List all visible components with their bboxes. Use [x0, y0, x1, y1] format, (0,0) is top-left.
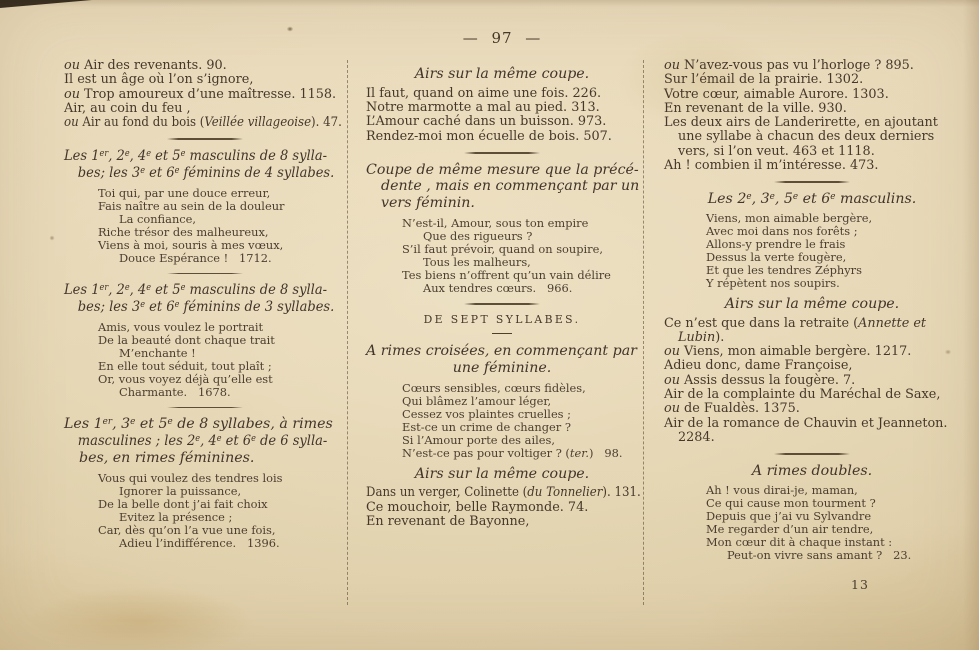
section-divider: [464, 303, 540, 305]
text-segment: Dessus la verte fougère,: [706, 249, 847, 264]
verse-stanza: [706, 484, 960, 562]
text-segment: Votre cœur, aimable Aurore. 1303.: [664, 86, 889, 102]
text-segment: DE SEPT SYLLABES.: [423, 312, 581, 326]
section-heading-centered: [366, 66, 638, 83]
text-line: [664, 417, 960, 431]
text-segment: Aux tendres cœurs. 966.: [423, 280, 573, 295]
text-segment: Or, vous voyez déjà qu’elle est: [98, 371, 273, 386]
text-segment: Sur l’émail de la prairie. 1302.: [664, 72, 864, 88]
text-segment: , 4: [200, 433, 217, 450]
text-line: [664, 359, 960, 373]
verse-stanza: [98, 472, 345, 550]
text-line: [366, 501, 638, 515]
text-segment: Les 1: [64, 282, 100, 299]
text-segment: N’est-ce pas pour voltiger ? (: [402, 445, 570, 460]
text-segment: Cœurs sensibles, cœurs fidèles,: [402, 380, 586, 395]
text-line: [366, 162, 638, 179]
italic-segment: ou: [64, 115, 83, 131]
text-segment: bes; les 3: [77, 164, 141, 181]
text-line: [664, 296, 960, 313]
section-divider: [167, 273, 243, 275]
verse-stanza: [402, 217, 638, 295]
italic-segment: du Tonnelier: [527, 485, 603, 501]
text-line: [664, 59, 960, 73]
text-segment: , 2: [108, 148, 125, 165]
text-line: [664, 317, 960, 331]
song-index-list: [64, 59, 345, 130]
verse-stanza: [706, 212, 960, 290]
text-segment: bes, en rimes féminines.: [79, 450, 255, 467]
text-line: [664, 388, 960, 402]
text-segment: Toi qui, par une douce erreur,: [98, 185, 271, 200]
text-segment: ) 98.: [589, 445, 623, 460]
text-segment: et 6: [144, 299, 175, 316]
superscript-segment: e: [174, 165, 180, 176]
superscript-segment: e: [180, 283, 186, 294]
text-line: [366, 485, 641, 501]
text-segment: Tous les malheurs,: [423, 254, 531, 269]
italic-segment: ou: [64, 86, 85, 102]
text-segment: Assis dessus la fougère. 7.: [684, 372, 856, 388]
section-heading-centered: [664, 296, 960, 313]
text-segment: masculines ; les 2: [77, 433, 196, 450]
text-line: [664, 463, 960, 480]
superscript-segment: e: [251, 434, 256, 445]
text-segment: 2284.: [678, 429, 715, 445]
superscript-segment: e: [746, 192, 752, 203]
text-segment: S’il faut prévoir, quand on soupire,: [402, 241, 603, 256]
italic-segment: ou: [664, 372, 685, 388]
text-line: [664, 116, 960, 130]
text-segment: , 5: [774, 190, 793, 207]
text-line: [366, 466, 638, 483]
text-segment: vers, si l’on veut. 463 et 1118.: [678, 143, 875, 159]
text-segment: Et que les tendres Zéphyrs: [706, 262, 862, 277]
verse-stanza: [98, 187, 345, 265]
text-line: [706, 277, 960, 290]
text-segment: En elle tout séduit, tout plaît ;: [98, 358, 272, 373]
text-segment: Adieu l’indifférence. 1396.: [119, 535, 280, 550]
section-heading: [64, 416, 345, 466]
text-line: [64, 450, 345, 467]
superscript-segment: e: [769, 192, 775, 203]
section-divider: [774, 453, 850, 455]
text-line: [64, 73, 345, 87]
text-segment: bes; les 3: [77, 299, 141, 316]
superscript-segment: e: [140, 300, 145, 311]
text-line: [664, 73, 960, 87]
text-segment: Ah ! vous dirai-je, maman,: [706, 482, 858, 497]
section-heading: [366, 162, 638, 212]
text-segment: En revenant de Bayonne,: [366, 513, 530, 529]
text-segment: Evitez la présence ;: [119, 509, 233, 524]
text-segment: Les 1: [64, 148, 100, 165]
text-segment: Trop amoureux d’une maîtresse. 1158.: [84, 86, 337, 102]
text-segment: Viens à moi, souris à mes vœux,: [98, 237, 284, 252]
text-segment: Me regarder d’un air tendre,: [706, 521, 874, 536]
text-line: [366, 66, 638, 83]
short-divider: [492, 333, 512, 334]
text-segment: Air au fond du bois (: [82, 115, 205, 131]
text-segment: masculins de 8 sylla-: [185, 282, 328, 299]
superscript-segment: e: [124, 149, 130, 160]
text-line: [64, 299, 335, 316]
text-line: [64, 282, 328, 299]
text-segment: de 6 sylla-: [255, 433, 328, 450]
text-line: [664, 159, 960, 173]
song-index-list: [664, 59, 960, 173]
song-index-list: [366, 485, 641, 529]
superscript-segment: er: [102, 417, 113, 428]
section-caps-heading: [366, 314, 638, 326]
text-segment: Amis, vous voulez le portrait: [98, 319, 264, 334]
text-segment: De la beauté dont chaque trait: [98, 332, 275, 347]
text-segment: vers féminin.: [381, 195, 475, 212]
text-line: [664, 402, 960, 416]
text-line: [64, 433, 328, 450]
text-segment: de Fualdès. 1375.: [684, 401, 800, 417]
text-segment: Douce Espérance ! 1712.: [119, 250, 272, 265]
text-line: [664, 102, 960, 116]
text-segment: , 3: [112, 416, 131, 433]
text-segment: Cessez vos plaintes cruelles ;: [402, 406, 571, 421]
superscript-segment: e: [140, 165, 145, 176]
section-heading: [64, 282, 345, 316]
section-divider: [167, 407, 243, 409]
text-segment: Les deux airs de Landerirette, en ajoutant: [664, 115, 938, 131]
text-segment: masculins de 8 sylla-: [185, 148, 328, 165]
text-segment: et 6: [144, 164, 175, 181]
text-line: [64, 416, 345, 433]
text-segment: Ah ! combien il m’intéresse. 473.: [664, 158, 879, 174]
text-line: [366, 360, 638, 377]
column-divider-right: [643, 60, 644, 605]
text-segment: Allons-y prendre le frais: [706, 236, 846, 251]
text-line: [664, 374, 960, 388]
superscript-segment: e: [830, 192, 836, 203]
text-segment: et 6: [798, 190, 831, 207]
section-heading-centered: [366, 466, 638, 483]
text-line: [664, 145, 960, 159]
text-segment: Que des rigueurs ?: [423, 228, 533, 243]
italic-segment: ou: [664, 58, 685, 73]
text-segment: Air de la complainte du Maréchal de Saxe,: [664, 387, 941, 403]
text-segment: A rimes croisées, en commençant par: [366, 342, 637, 359]
superscript-segment: e: [146, 149, 152, 160]
section-divider: [464, 152, 540, 154]
text-segment: ). 131.: [602, 485, 641, 501]
column-middle: [366, 60, 641, 534]
superscript-segment: e: [195, 434, 201, 445]
section-divider: [774, 181, 850, 183]
text-segment: Ce mouchoir, belle Raymonde. 74.: [366, 499, 589, 515]
italic-segment: Veillée villageoise: [204, 115, 312, 131]
text-segment: Air de la romance de Chauvin et Jeanneton.: [664, 415, 948, 431]
text-line: [664, 331, 960, 345]
text-segment: et 5: [151, 148, 181, 165]
text-line: [664, 345, 960, 359]
superscript-segment: e: [216, 434, 222, 445]
italic-segment: ou: [64, 58, 85, 73]
text-line: [98, 537, 345, 550]
song-index-list: [366, 87, 638, 144]
text-segment: Adieu donc, dame Françoise,: [664, 358, 853, 374]
text-segment: Coupe de même mesure que la précé-: [366, 161, 639, 178]
text-segment: dente , mais en commençant par un: [381, 178, 640, 195]
text-segment: , 2: [108, 282, 125, 299]
text-segment: De la belle dont j’ai fait choix: [98, 496, 268, 511]
text-segment: Car, dès qu’on l’a vue une fois,: [98, 522, 276, 537]
text-line: [366, 195, 638, 212]
column-left: [64, 58, 345, 555]
signature-number: 13: [851, 577, 869, 592]
text-segment: Ce n’est que dans la retraite (: [664, 315, 859, 331]
superscript-segment: er: [99, 149, 109, 160]
superscript-segment: e: [146, 283, 152, 294]
text-segment: Rendez-moi mon écuelle de bois. 507.: [366, 128, 612, 144]
text-segment: A rimes doubles.: [751, 462, 873, 479]
italic-segment: ter.: [569, 445, 590, 460]
text-line: [366, 101, 638, 115]
text-segment: et 5: [135, 416, 168, 433]
text-segment: Riche trésor des malheureux,: [98, 224, 269, 239]
text-segment: Avec moi dans nos forêts ;: [706, 223, 858, 238]
text-line: [366, 130, 638, 144]
text-segment: , 4: [129, 282, 147, 299]
text-segment: masculins.: [835, 190, 917, 207]
text-segment: Ignorer la puissance,: [119, 483, 242, 498]
text-segment: Airs sur la même coupe.: [724, 295, 900, 312]
column-right: [664, 58, 960, 567]
superscript-segment: e: [167, 417, 173, 428]
text-line: [366, 314, 638, 326]
text-segment: Charmante. 1678.: [119, 384, 231, 399]
page-number: — 97 —: [462, 29, 542, 47]
text-segment: Il faut, quand on aime une fois. 226.: [366, 85, 602, 101]
text-segment: Y répètent nos soupirs.: [706, 275, 840, 290]
text-segment: N’avez-vous pas vu l’horloge ? 895.: [684, 58, 914, 73]
superscript-segment: e: [180, 149, 186, 160]
section-heading: [64, 148, 345, 182]
verse-stanza: [98, 321, 345, 399]
text-segment: Viens, mon aimable bergère,: [706, 210, 873, 225]
text-segment: Vous qui voulez des tendres lois: [98, 470, 283, 485]
superscript-segment: e: [124, 283, 130, 294]
italic-segment: ou: [664, 344, 685, 360]
text-segment: , 4: [129, 148, 147, 165]
italic-segment: ou: [664, 401, 685, 417]
text-segment: et 6: [221, 433, 252, 450]
superscript-segment: er: [99, 283, 109, 294]
text-segment: une syllabe à chacun des deux derniers: [678, 129, 935, 145]
text-segment: , 3: [751, 190, 770, 207]
text-segment: Il est un âge où l’on s’ignore,: [64, 72, 254, 88]
text-line: [664, 431, 960, 445]
text-segment: féminins de 3 syllabes.: [179, 299, 335, 316]
text-line: [98, 386, 345, 399]
text-segment: une féminine.: [452, 359, 552, 376]
column-divider-left: [347, 60, 348, 605]
text-segment: La confiance,: [119, 211, 197, 226]
text-line: [64, 88, 345, 102]
text-line: [664, 88, 960, 102]
verse-stanza: [402, 382, 638, 460]
text-line: [402, 447, 638, 460]
text-line: [366, 178, 638, 195]
text-line: [64, 115, 342, 131]
text-line: [706, 549, 960, 562]
text-segment: N’est-il, Amour, sous ton empire: [402, 215, 589, 230]
text-segment: L’Amour caché dans un buisson. 973.: [366, 114, 607, 130]
text-segment: Fais naître au sein de la douleur: [98, 198, 285, 213]
superscript-segment: e: [792, 192, 799, 203]
text-line: [366, 87, 638, 101]
text-segment: Les 2: [707, 190, 747, 207]
text-segment: Tes biens n’offrent qu’un vain délire: [402, 267, 611, 282]
text-segment: Les 1: [64, 416, 103, 433]
text-segment: En revenant de la ville. 930.: [664, 100, 847, 116]
text-segment: et 5: [151, 282, 181, 299]
text-segment: ). 47.: [311, 115, 342, 131]
text-segment: de 8 syllabes, à rimes: [172, 416, 333, 433]
text-segment: Est-ce un crime de changer ?: [402, 419, 571, 434]
text-segment: M’enchante !: [119, 345, 196, 360]
text-segment: Air des revenants. 90.: [84, 58, 227, 73]
superscript-segment: e: [174, 300, 180, 311]
text-line: [366, 515, 638, 529]
text-segment: Si l’Amour porte des ailes,: [402, 432, 555, 447]
text-line: [64, 59, 345, 73]
text-segment: Ce qui cause mon tourment ?: [706, 495, 876, 510]
section-heading-centered: [664, 191, 960, 208]
section-divider: [167, 138, 243, 140]
text-segment: Notre marmotte a mal au pied. 313.: [366, 100, 600, 116]
text-line: [64, 164, 335, 182]
section-heading: [366, 343, 638, 377]
section-heading-centered: [664, 463, 960, 480]
text-line: [64, 102, 345, 116]
text-segment: Viens, mon aimable bergère. 1217.: [684, 344, 912, 360]
text-segment: Qui blâmez l’amour léger,: [402, 393, 552, 408]
text-line: [366, 115, 638, 129]
text-segment: Peut-on vivre sans amant ? 23.: [727, 547, 912, 562]
song-index-list: [664, 317, 960, 446]
text-segment: Air, au coin du feu ,: [64, 100, 191, 116]
text-line: [664, 191, 960, 208]
text-segment: Dans un verger, Colinette (: [366, 485, 528, 501]
text-line: [402, 282, 638, 295]
text-segment: féminins de 4 syllabes.: [179, 164, 335, 181]
page-corner-shadow: [0, 0, 92, 8]
superscript-segment: e: [130, 417, 136, 428]
text-line: [366, 343, 638, 360]
text-segment: Airs sur la même coupe.: [414, 66, 590, 82]
text-line: [664, 130, 960, 144]
italic-segment: Annette et: [858, 315, 927, 331]
text-segment: Depuis que j’ai vu Sylvandre: [706, 508, 872, 523]
text-segment: Airs sur la même coupe.: [414, 465, 590, 482]
text-line: [98, 252, 345, 265]
text-segment: Mon cœur dit à chaque instant :: [706, 534, 893, 549]
text-segment: ).: [715, 329, 725, 345]
text-line: [64, 148, 328, 165]
italic-segment: Lubin: [678, 329, 716, 345]
